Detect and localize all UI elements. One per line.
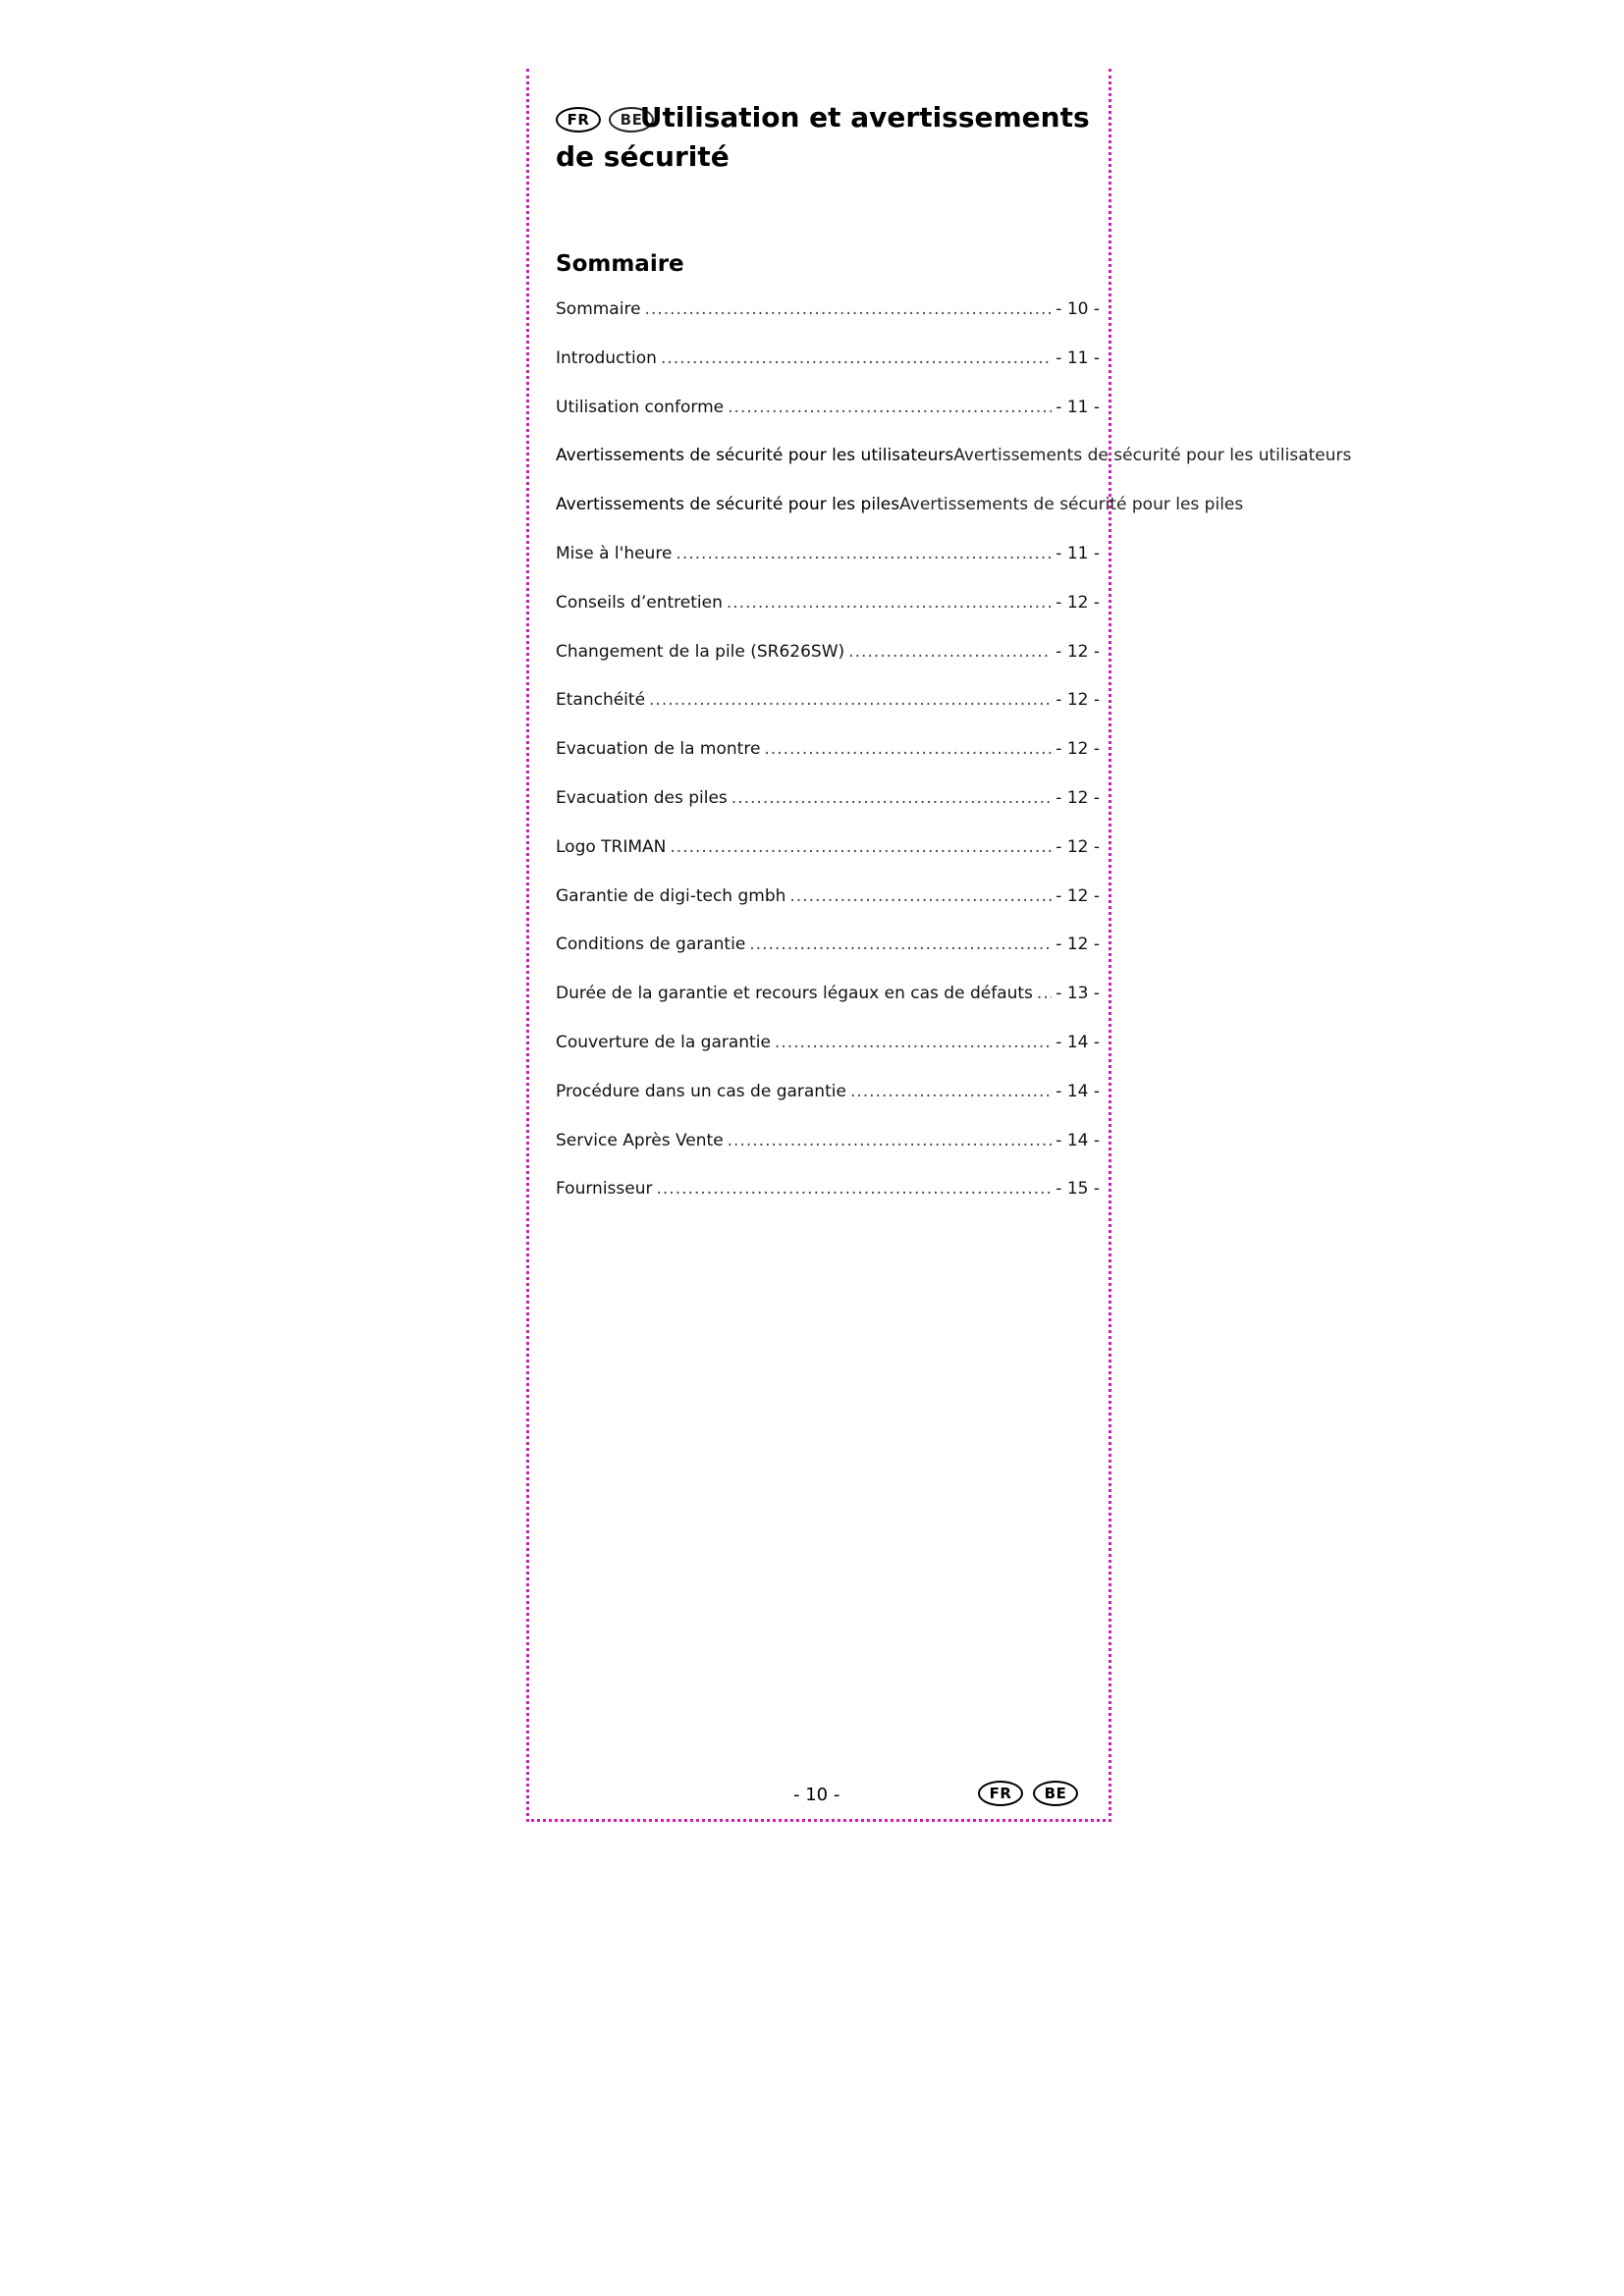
toc-entry[interactable] bbox=[556, 886, 1100, 935]
page-title bbox=[556, 98, 1106, 177]
toc-entry-page: - 12 - bbox=[1056, 836, 1100, 857]
toc-entry-label: Garantie de digi-tech gmbh bbox=[556, 885, 786, 906]
toc-entry-page: - 12 - bbox=[1056, 934, 1100, 955]
toc-entry-label: Fournisseur bbox=[556, 1179, 653, 1200]
toc-entry[interactable] bbox=[556, 544, 1100, 593]
toc-entry-label: Service Après Vente bbox=[556, 1130, 724, 1150]
toc-entry[interactable] bbox=[556, 690, 1100, 739]
toc-entry-page: - 12 - bbox=[1056, 739, 1100, 760]
toc-entry[interactable] bbox=[556, 934, 1100, 984]
toc-leader-dots bbox=[676, 544, 1052, 563]
toc-entry-label: Evacuation de la montre bbox=[556, 739, 761, 760]
toc-leader-dots bbox=[848, 642, 1052, 662]
toc-leader-dots bbox=[728, 398, 1052, 417]
toc-entry-label: Avertissements de sécurité pour les utilisateurs bbox=[556, 446, 954, 466]
country-badge-be: BE bbox=[609, 107, 654, 133]
toc-leader-dots bbox=[789, 886, 1052, 906]
toc-leader-dots bbox=[731, 788, 1052, 808]
toc-entry-label: Couverture de la garantie bbox=[556, 1032, 771, 1052]
toc-entry-page: - 14 - bbox=[1056, 1130, 1100, 1150]
toc-entry[interactable] bbox=[556, 788, 1100, 837]
toc-entry-label: Durée de la garantie et recours légaux en cas de défauts bbox=[556, 984, 1033, 1004]
toc-entry-label: Mise à l'heure bbox=[556, 543, 673, 563]
toc-entry-page: - 13 - bbox=[1056, 984, 1100, 1004]
toc-entry[interactable] bbox=[556, 1179, 1100, 1228]
toc-entry-label: Changement de la pile (SR626SW) bbox=[556, 641, 845, 662]
toc-entry-label: Introduction bbox=[556, 347, 657, 368]
toc-entry[interactable] bbox=[556, 495, 1244, 544]
toc-entry[interactable] bbox=[556, 299, 1100, 348]
toc-leader-dots bbox=[1037, 984, 1052, 1003]
toc-entry[interactable] bbox=[556, 1131, 1100, 1180]
toc-entry-overflow-text: Avertissements de sécurité pour les piles bbox=[899, 495, 1244, 515]
table-of-contents bbox=[556, 299, 1352, 1228]
toc-entry-page: - 14 - bbox=[1056, 1081, 1100, 1101]
title-badges bbox=[556, 107, 654, 133]
toc-entry-label: Logo TRIMAN bbox=[556, 836, 667, 857]
toc-entry-overflow-text: Avertissements de sécurité pour les utilisateurs bbox=[953, 446, 1352, 466]
toc-entry[interactable] bbox=[556, 739, 1100, 788]
toc-entry-label: Evacuation des piles bbox=[556, 787, 728, 808]
toc-entry-label: Conseils d’entretien bbox=[556, 592, 723, 613]
toc-leader-dots bbox=[727, 593, 1052, 613]
toc-leader-dots bbox=[649, 690, 1052, 710]
toc-entry-page: - 12 - bbox=[1056, 885, 1100, 906]
toc-leader-dots bbox=[749, 934, 1052, 954]
toc-leader-dots bbox=[775, 1033, 1052, 1052]
country-badge-fr: FR bbox=[978, 1781, 1023, 1806]
title-text: Utilisation et avertissements de sécurité bbox=[556, 101, 1090, 173]
toc-entry-page: - 15 - bbox=[1056, 1179, 1100, 1200]
toc-entry[interactable] bbox=[556, 446, 1352, 495]
toc-entry-page: - 12 - bbox=[1056, 787, 1100, 808]
toc-entry-page: - 11 - bbox=[1056, 543, 1100, 563]
toc-entry[interactable] bbox=[556, 837, 1100, 886]
toc-leader-dots bbox=[728, 1131, 1053, 1150]
toc-entry-label: Avertissements de sécurité pour les piles bbox=[556, 495, 900, 515]
toc-leader-dots bbox=[645, 299, 1053, 319]
toc-entry-page: - 12 - bbox=[1056, 690, 1100, 711]
toc-entry[interactable] bbox=[556, 642, 1100, 691]
toc-entry[interactable] bbox=[556, 593, 1100, 642]
toc-entry[interactable] bbox=[556, 398, 1100, 447]
toc-entry-page: - 11 - bbox=[1056, 397, 1100, 417]
toc-entry-page: - 11 - bbox=[1056, 347, 1100, 368]
toc-entry[interactable] bbox=[556, 1033, 1100, 1082]
country-badge-fr: FR bbox=[556, 107, 601, 133]
toc-leader-dots bbox=[661, 348, 1052, 368]
country-badge-be: BE bbox=[1033, 1781, 1078, 1806]
toc-entry-page: - 12 - bbox=[1056, 592, 1100, 613]
toc-entry[interactable] bbox=[556, 348, 1100, 398]
toc-leader-dots bbox=[656, 1179, 1052, 1199]
toc-entry-label: Etanchéité bbox=[556, 690, 646, 711]
toc-leader-dots bbox=[764, 739, 1052, 759]
toc-entry[interactable] bbox=[556, 1082, 1100, 1131]
toc-entry-label: Procédure dans un cas de garantie bbox=[556, 1081, 846, 1101]
toc-entry-page: - 14 - bbox=[1056, 1032, 1100, 1052]
toc-entry-page: - 10 - bbox=[1056, 299, 1100, 319]
toc-heading: Sommaire bbox=[556, 251, 684, 277]
toc-leader-dots bbox=[850, 1082, 1052, 1101]
toc-entry-page: - 12 - bbox=[1056, 641, 1100, 662]
footer-page-number: - 10 - bbox=[793, 1785, 840, 1805]
toc-entry-label: Conditions de garantie bbox=[556, 934, 746, 955]
footer-badges bbox=[978, 1781, 1078, 1806]
toc-entry[interactable] bbox=[556, 984, 1100, 1033]
toc-entry-label: Sommaire bbox=[556, 299, 641, 319]
toc-leader-dots bbox=[670, 837, 1052, 857]
toc-entry-label: Utilisation conforme bbox=[556, 397, 725, 417]
